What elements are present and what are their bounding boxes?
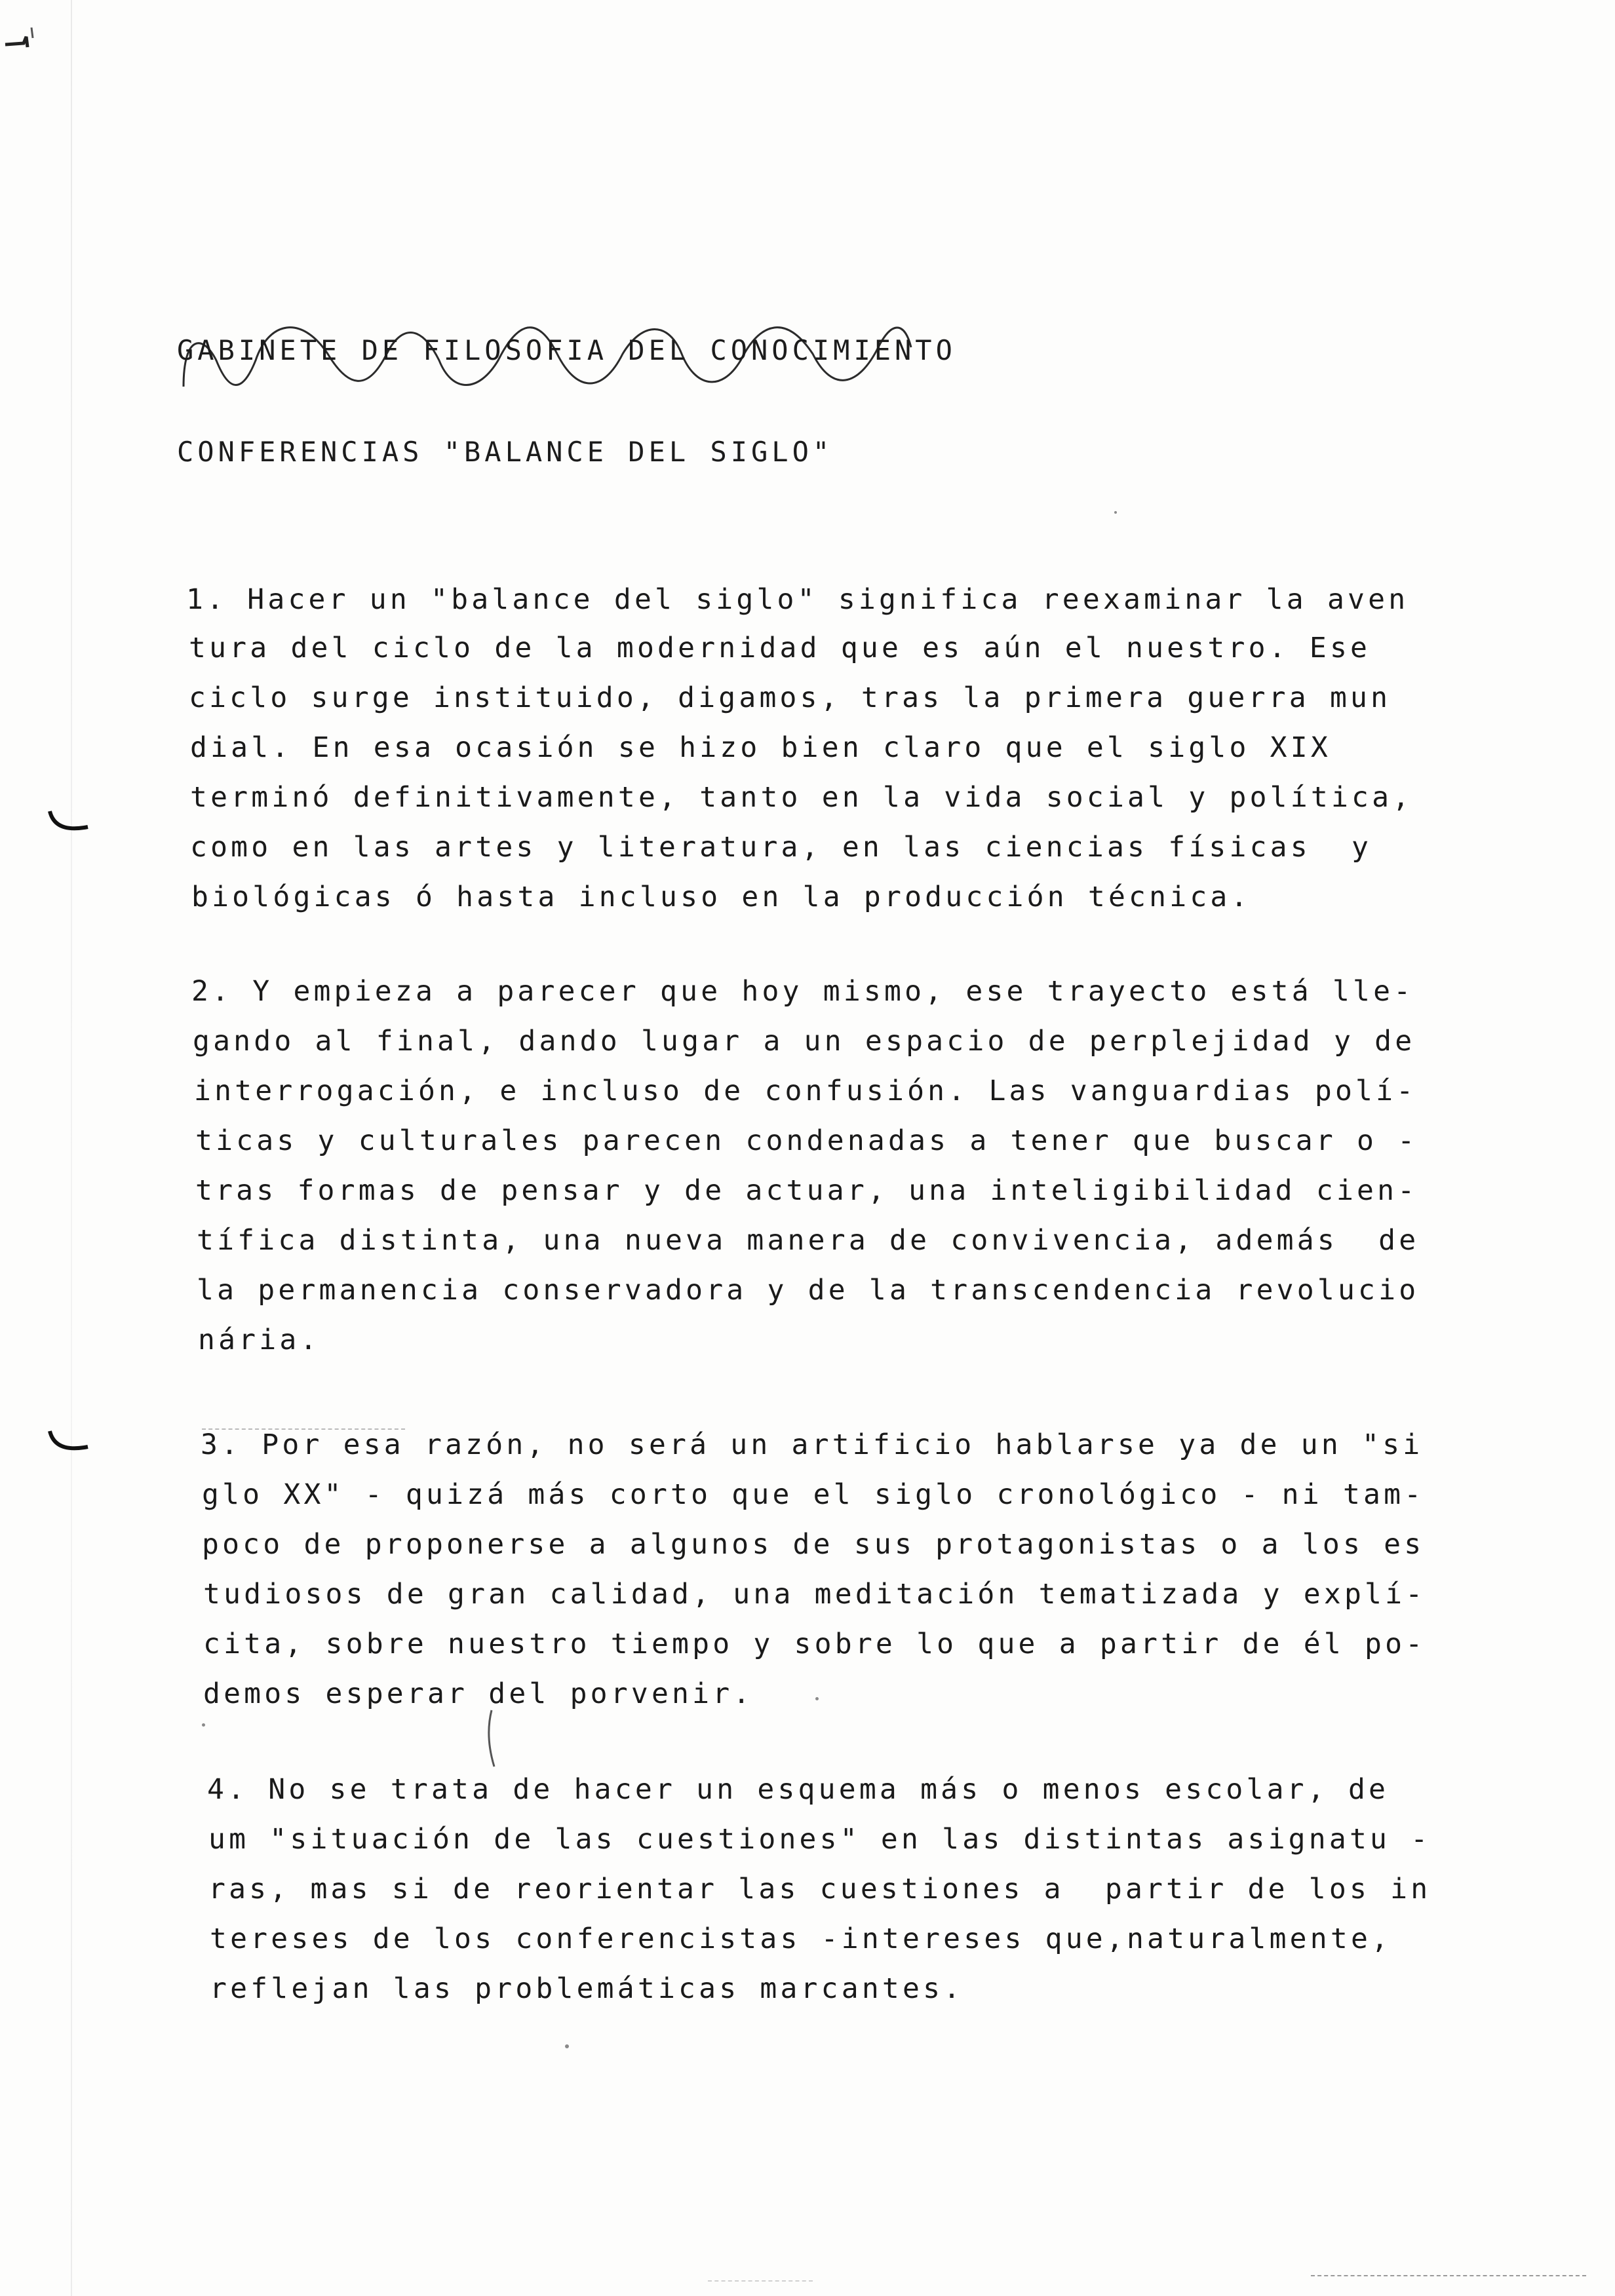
ink-speck — [1114, 511, 1117, 514]
ink-speck — [202, 1723, 205, 1727]
text-line: cita, sobre nuestro tiempo y sobre lo que a partir de él po- — [203, 1628, 1426, 1660]
text-line: reflejan las problemáticas marcantes. — [210, 1972, 964, 2005]
text-line: ticas y culturales parecen condenadas a tener que buscar o - — [195, 1124, 1418, 1157]
text-line: nária. — [198, 1324, 321, 1356]
text-line: biológicas ó hasta incluso en la producción técnica. — [191, 881, 1251, 913]
text-line: um "situación de las cuestiones" en las distintas asignatu - — [208, 1823, 1431, 1856]
text-line: 4. No se trata de hacer un esquema más o menos escolar, de — [207, 1773, 1390, 1806]
text-line: tereses de los conferencistas -intereses que,naturalmente, — [210, 1923, 1392, 1955]
text-line: interrogación, e incluso de confusión. Las vanguardias polí- — [194, 1075, 1417, 1107]
text-line: terminó definitivamente, tanto en la vida social y política, — [190, 781, 1413, 814]
text-line: ras, mas si de reorientar las cuestiones a partir de los in — [208, 1873, 1431, 1905]
text-line: ciclo surge instituido, digamos, tras la primera guerra mun — [189, 681, 1391, 714]
ink-speck — [815, 1697, 819, 1700]
page-edge-shadow — [71, 0, 72, 2296]
text-line: gando al final, dando lugar a un espacio de perplejidad y de — [193, 1025, 1416, 1058]
text-line: tura del ciclo de la modernidad que es aún el nuestro. Ese — [189, 632, 1371, 664]
pencil-stroke-mark — [472, 1704, 518, 1776]
text-line: demos esperar del porvenir. — [203, 1677, 754, 1710]
text-line: como en las artes y literatura, en las ciencias físicas y — [190, 831, 1372, 864]
ink-speck — [565, 2044, 569, 2048]
text-line: 1. Hacer un "balance del siglo" significa reexaminar la aven — [186, 583, 1409, 616]
text-line: dial. En esa ocasión se hizo bien claro que el siglo XIX — [190, 731, 1331, 764]
text-line: tífica distinta, una nueva manera de convivencia, además de — [197, 1224, 1420, 1257]
text-line: la permanencia conservadora y de la transcendencia revolucio — [197, 1274, 1420, 1307]
bottom-scan-noise — [708, 2280, 813, 2282]
corner-scan-mark — [4, 25, 34, 51]
punch-hole-mark — [46, 1427, 92, 1456]
bottom-scan-noise — [1311, 2275, 1586, 2276]
text-line: 3. Por esa razón, no será un artificio hablarse ya de un "si — [201, 1428, 1424, 1461]
text-line: tudiosos de gran calidad, una meditación tematizada y explí- — [203, 1578, 1426, 1611]
text-line: tras formas de pensar y de actuar, una inteligibilidad cien- — [195, 1174, 1418, 1207]
text-line: 2. Y empieza a parecer que hoy mismo, ese trayecto está lle- — [191, 975, 1414, 1008]
text-line: glo XX" - quizá más corto que el siglo cronológico - ni tam- — [202, 1478, 1425, 1511]
punch-hole-mark — [46, 807, 92, 836]
text-line: poco de proponerse a algunos de sus protagonistas o a los es — [202, 1528, 1425, 1561]
conference-series-title: CONFERENCIAS "BALANCE DEL SIGLO" — [177, 436, 834, 468]
cabinet-title: GABINETE DE FILOSOFIA DEL CONOCIMIENTO — [177, 334, 956, 366]
